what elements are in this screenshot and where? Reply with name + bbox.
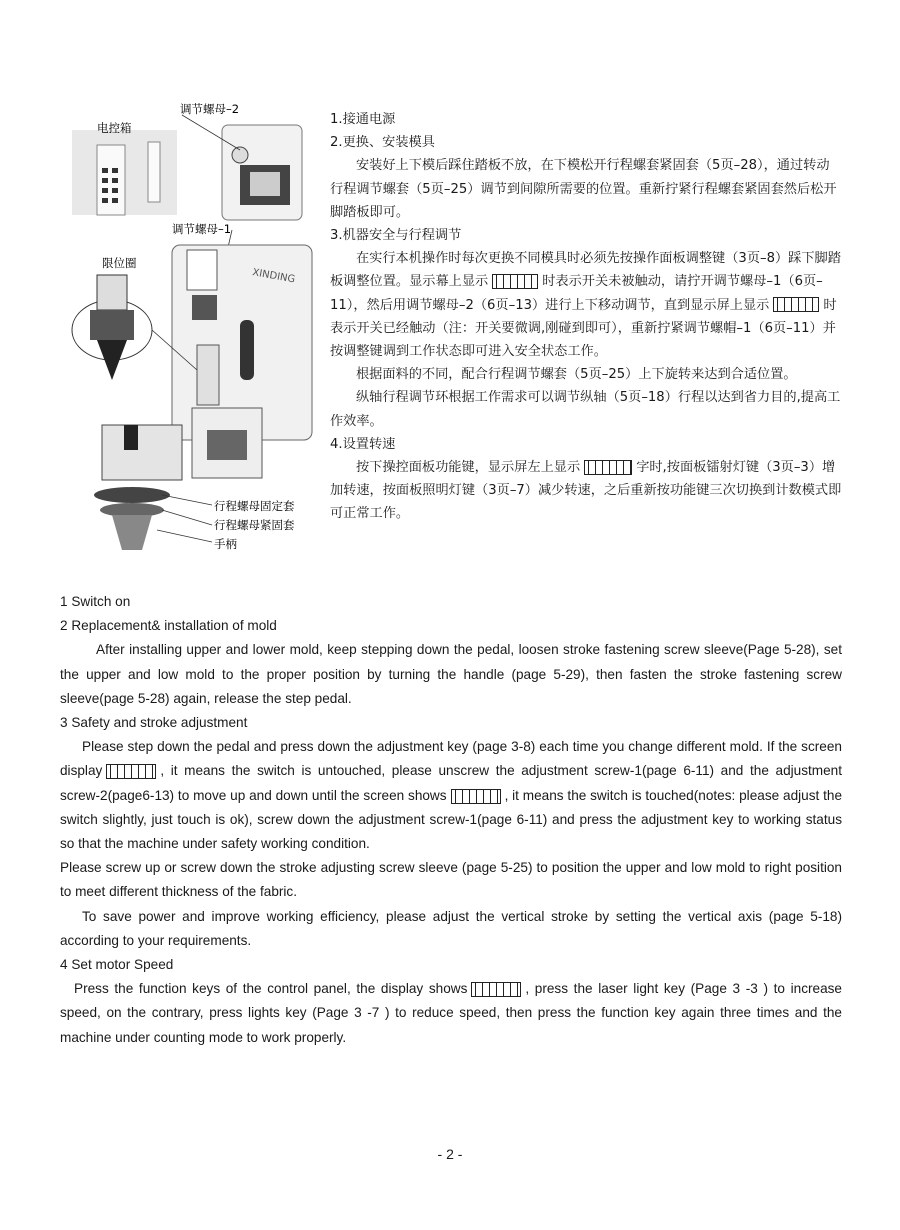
en-section-4-text [60,977,842,1050]
display-speed-icon [584,460,632,475]
en-section-3-text [60,735,842,856]
label-handle: 手柄 [214,537,237,551]
cn-section-3-text [330,247,842,363]
stroke-nut-detail [102,425,182,480]
cn-section-3-text-2: 根据面料的不同，配合行程调节螺套（5页–25）上下旋转来达到合适位置。 [356,367,797,383]
cn-s4-part-b: 字时,按面板镭射灯键（3页–3）增加转速，按面板照明灯键（3页–7）减少转速，之后重新按功能键三次切换到计数模式即可正常工作。 [330,460,842,522]
label-limit-ring: 限位圈 [102,256,137,270]
cn-section-4-title: 4.设置转速 [330,436,396,452]
page-number: - 2 - [437,1146,463,1162]
cn-s3-part-c: 时表示开关已经触动（注：开关要微调,刚碰到即可），重新拧紧调节螺帽–1（6页–11）并按调整键调到工作状态即可进入安全状态工作。 [330,297,837,360]
machine-figure [62,100,322,560]
cn-s3-part-a: 在实行本机操作时每次更换不同模具时必须先按操作面板调整键（3页–8）踩下脚踏板调整位置。显示幕上显示 [330,251,841,290]
english-instructions [60,590,842,1050]
label-nut-fix: 行程螺母固定套 [214,499,295,513]
display-touched-icon-en [451,789,501,804]
en-section-2-title: 2 Replacement& installation of mold [60,618,277,634]
cn-section-4-text [330,456,842,526]
cn-section-1-title: 1.接通电源 [330,112,396,127]
display-speed-icon-en [471,982,521,997]
brand-text: XINDING [251,267,296,286]
cn-section-3-title: 3.机器安全与行程调节 [330,228,462,244]
en-s3-part-c: , it means the switch is touched(notes: please adjust the switch slightly, just touch is ok), screw down the adjustment screw-1(page 6-11) and press the adjustment key to working status so that the machine under safety working condition. [60,787,843,852]
display-untouched-icon-en [106,764,156,779]
display-touched-icon [773,297,819,312]
display-untouched-icon [492,274,538,289]
cn-section-3-text-3: 纵轴行程调节环根据工作需求可以调节纵轴（5页–18）行程以达到省力目的,提高工作效率。 [330,390,841,429]
en-s3-part-b: , it means the switch is untouched, please unscrew the adjustment screw-1(page 6-11) and the adjustment screw-2(page6-13) to move up and down until the screen shows [60,763,842,803]
cn-s3-part-b: 时表示开关未被触动，请拧开调节螺母–1（6页–11），然后用调节螺母–2（6页–13）进行上下移动调节，直到显示屏上显示 [330,274,823,313]
en-s4-part-a: Press the function keys of the control panel, the display shows [74,981,468,997]
machine-illustration [62,100,322,560]
en-section-2-text: After installing upper and lower mold, keep stepping down the pedal, loosen stroke fastening screw sleeve(Page 5-28), set the upper and low mold to the proper position by turning the handle (page 5-29), then fasten the stroke fastening screw sleeve(page 5-28) again, release the step pedal. [60,642,842,706]
cn-section-2-title: 2.更换、安装模具 [330,135,435,151]
label-control-box: 电控箱 [97,121,132,135]
chinese-instructions [330,108,842,526]
en-section-4-title: 4 Set motor Speed [60,957,174,973]
label-nut-1: 调节螺母–1 [172,222,232,236]
label-nut-2: 调节螺母–2 [180,102,240,116]
en-section-1-title: 1 Switch on [60,594,131,609]
en-s4-part-b: , press the laser light key (Page 3 -3 ) to increase speed, on the contrary, press lights key (Page 3 -7 ) to reduce speed, then press the function key again three times and the machine under counting mode to work properly. [60,981,842,1045]
en-s3-part-a: Please step down the pedal and press down the adjustment key (page 3-8) each time you change different mold. If the screen display [60,739,842,779]
en-section-3-text-2: Please screw up or screw down the stroke adjusting screw sleeve (page 5-25) to position the upper and low mold to right position to meet different thickness of the fabric. [60,860,842,900]
en-section-3-text-3: To save power and improve working efficiency, please adjust the vertical stroke by setting the vertical axis (page 5-18) according to your requirements. [60,908,842,948]
cn-section-2-text: 安装好上下模后踩住踏板不放，在下模松开行程螺套紧固套（5页–28），通过转动行程调节螺套（5页–25）调节到间隙所需要的位置。重新拧紧行程螺套紧固套然后松开脚踏板即可。 [330,158,837,220]
label-nut-tight: 行程螺母紧固套 [214,518,295,532]
cn-s4-part-a: 按下操控面板功能键，显示屏左上显示 [356,460,581,476]
en-section-3-title: 3 Safety and stroke adjustment [60,715,248,731]
